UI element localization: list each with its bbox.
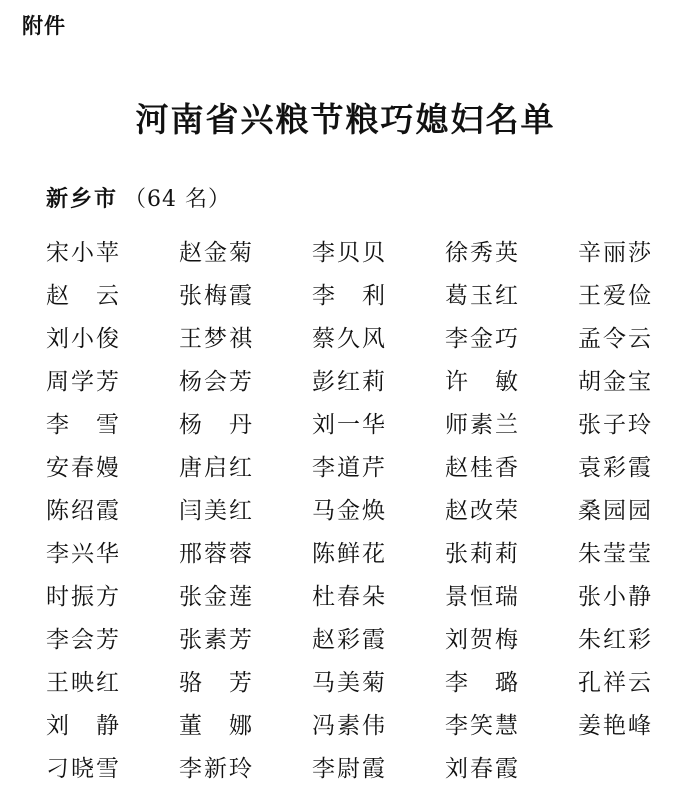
name-entry: 张莉莉	[445, 541, 520, 567]
name-entry: 李金巧	[445, 326, 520, 352]
name-entry: 桑园园	[578, 498, 653, 524]
document-title: 河南省兴粮节粮巧媳妇名单	[135, 100, 556, 139]
name-entry: 杜春朵	[312, 584, 387, 610]
name-entry: 王映红	[46, 670, 121, 696]
name-entry: 时振方	[46, 584, 121, 610]
name-entry: 许 敏	[445, 369, 520, 395]
name-entry: 姜艳峰	[578, 713, 653, 739]
section-city: 新乡市	[46, 187, 119, 212]
name-entry: 王爱俭	[578, 283, 653, 309]
name-entry: 张梅霞	[179, 283, 254, 309]
name-entry: 孟令云	[578, 326, 653, 352]
name-entry: 邢蓉蓉	[179, 541, 254, 567]
name-entry: 李贝贝	[312, 240, 387, 266]
name-entry: 宋小苹	[46, 240, 121, 266]
name-entry: 李 璐	[445, 670, 520, 696]
name-entry: 辛丽莎	[578, 240, 653, 266]
name-entry: 张子玲	[578, 412, 653, 438]
name-entry: 朱莹莹	[578, 541, 653, 567]
name-entry: 安春嫚	[46, 455, 121, 481]
name-entry: 张金莲	[179, 584, 254, 610]
name-entry: 骆 芳	[179, 670, 254, 696]
name-entry: 彭红莉	[312, 369, 387, 395]
name-entry: 闫美红	[179, 498, 254, 524]
section-header	[46, 182, 231, 213]
name-entry: 赵金菊	[179, 240, 254, 266]
name-entry: 杨 丹	[179, 412, 254, 438]
name-entry: 李道芹	[312, 455, 387, 481]
name-entry: 李 雪	[46, 412, 121, 438]
name-entry: 王梦祺	[179, 326, 254, 352]
name-entry: 杨会芳	[179, 369, 254, 395]
name-entry: 刘春霞	[445, 756, 520, 782]
name-entry: 赵 云	[46, 283, 121, 309]
name-entry: 马美菊	[312, 670, 387, 696]
name-entry: 李尉霞	[312, 756, 387, 782]
name-entry: 赵桂香	[445, 455, 520, 481]
name-entry: 陈鲜花	[312, 541, 387, 567]
name-entry: 赵彩霞	[312, 627, 387, 653]
name-entry: 李会芳	[46, 627, 121, 653]
name-entry: 唐启红	[179, 455, 254, 481]
name-entry: 李新玲	[179, 756, 254, 782]
name-entry: 葛玉红	[445, 283, 520, 309]
names-grid	[46, 232, 691, 791]
name-entry: 李笑慧	[445, 713, 520, 739]
name-entry: 刘贺梅	[445, 627, 520, 653]
name-entry: 朱红彩	[578, 627, 653, 653]
name-entry: 陈绍霞	[46, 498, 121, 524]
attachment-label: 附件	[22, 14, 66, 38]
name-entry: 蔡久风	[312, 326, 387, 352]
name-entry: 徐秀英	[445, 240, 520, 266]
name-entry: 刘小俊	[46, 326, 121, 352]
name-entry: 刁晓雪	[46, 756, 121, 782]
name-entry: 董 娜	[179, 713, 254, 739]
name-entry: 孔祥云	[578, 670, 653, 696]
name-entry: 张素芳	[179, 627, 254, 653]
name-entry: 赵改荣	[445, 498, 520, 524]
name-entry: 张小静	[578, 584, 653, 610]
name-entry: 冯素伟	[312, 713, 387, 739]
name-entry: 马金焕	[312, 498, 387, 524]
name-entry: 景恒瑞	[445, 584, 520, 610]
name-entry: 胡金宝	[578, 369, 653, 395]
name-entry: 李 利	[312, 283, 387, 309]
name-entry: 袁彩霞	[578, 455, 653, 481]
section-count: （64 名）	[124, 187, 232, 212]
name-entry: 李兴华	[46, 541, 121, 567]
name-entry: 师素兰	[445, 412, 520, 438]
name-entry: 周学芳	[46, 369, 121, 395]
name-entry: 刘一华	[312, 412, 387, 438]
name-entry: 刘 静	[46, 713, 121, 739]
